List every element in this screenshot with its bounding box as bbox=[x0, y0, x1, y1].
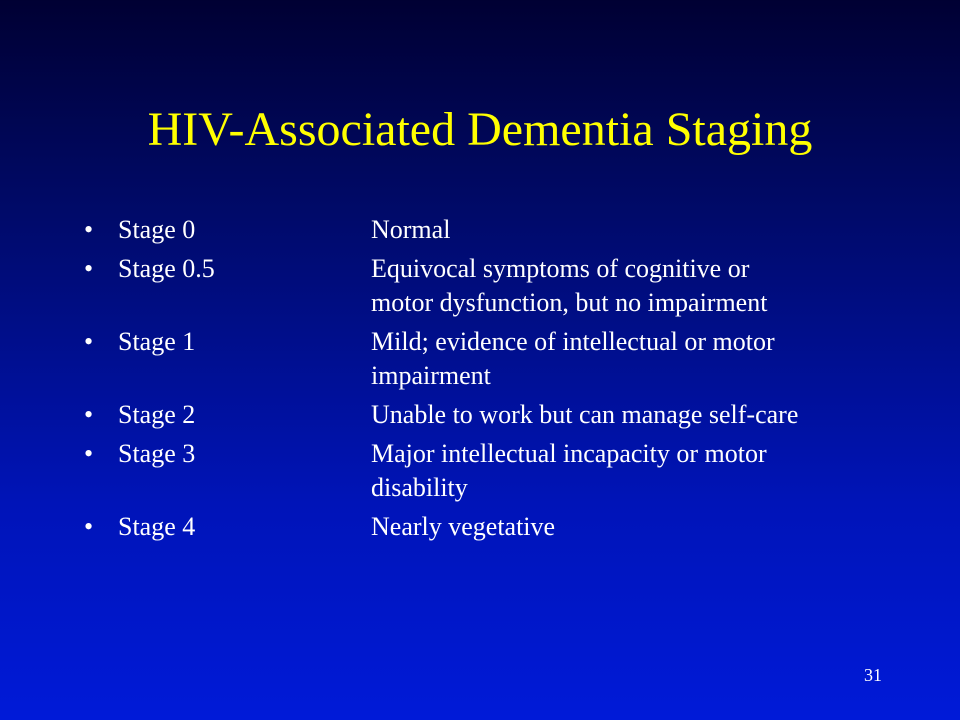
slide-title: HIV-Associated Dementia Staging bbox=[147, 103, 813, 156]
bullet-icon: • bbox=[84, 400, 94, 429]
stage-label: Stage 4 bbox=[118, 512, 196, 541]
stage-item bbox=[84, 437, 844, 505]
bullet-icon: • bbox=[84, 254, 94, 283]
stage-description: Nearly vegetative bbox=[371, 512, 556, 541]
stage-label: Stage 0 bbox=[118, 215, 196, 244]
stage-item bbox=[84, 252, 844, 320]
stage-item bbox=[84, 510, 844, 544]
bullet-icon: • bbox=[84, 327, 94, 356]
stage-item bbox=[84, 213, 844, 247]
stage-description: Normal bbox=[371, 215, 451, 244]
stage-label: Stage 3 bbox=[118, 439, 196, 468]
bullet-icon: • bbox=[84, 512, 94, 541]
stage-label: Stage 0.5 bbox=[118, 254, 215, 283]
stage-list bbox=[84, 213, 844, 549]
bullet-icon: • bbox=[84, 439, 94, 468]
stage-description: Equivocal symptoms of cognitive or motor dysfunction, but no impairment bbox=[371, 254, 768, 317]
stage-item bbox=[84, 398, 844, 432]
stage-item bbox=[84, 325, 844, 393]
stage-description: Unable to work but can manage self-care bbox=[371, 400, 799, 429]
stage-label: Stage 2 bbox=[118, 400, 196, 429]
stage-label: Stage 1 bbox=[118, 327, 196, 356]
page-number: 31 bbox=[864, 665, 882, 685]
bullet-icon: • bbox=[84, 215, 94, 244]
stage-description: Major intellectual incapacity or motor disability bbox=[371, 439, 767, 502]
stage-description: Mild; evidence of intellectual or motor impairment bbox=[371, 327, 775, 390]
